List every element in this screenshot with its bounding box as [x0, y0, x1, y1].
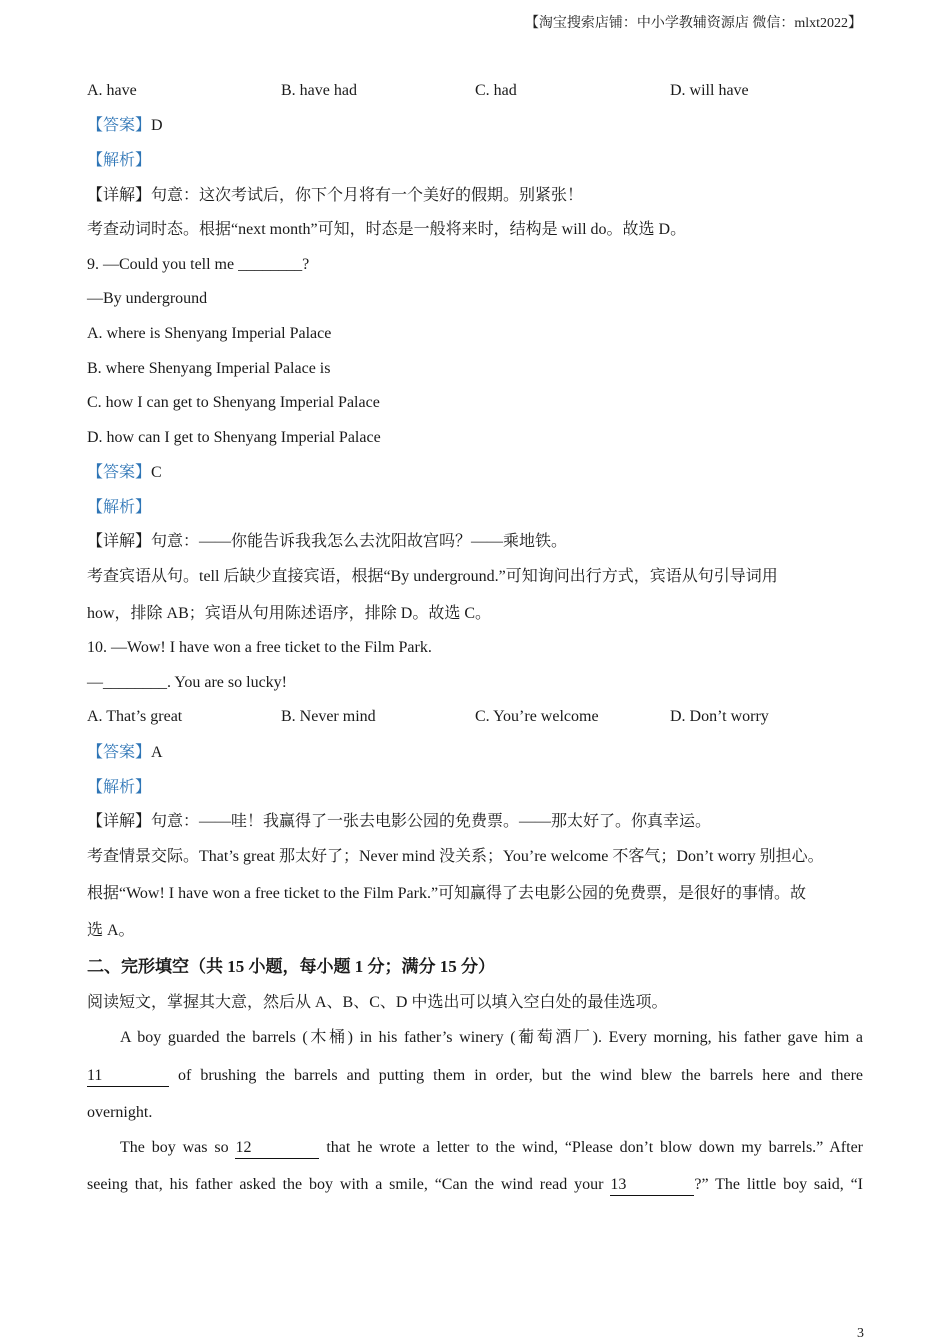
answer-value: A	[151, 744, 163, 761]
q10-explanation-2: 根据“Wow! I have won a free ticket to the Film Park.”可知赢得了去电影公园的免费票，是很好的事情。故	[87, 885, 807, 902]
q9-question: 9. —Could you tell me ________?	[87, 256, 310, 273]
q10-analysis-label: 【解析】	[87, 779, 152, 796]
answer-label: 【答案】	[87, 464, 152, 481]
q8-answer	[87, 116, 163, 136]
q9-detail: 【详解】句意：——你能告诉我我怎么去沈阳故宫吗？——乘地铁。	[87, 533, 568, 550]
q9-option-c: C. how I can get to Shenyang Imperial Palace	[87, 394, 380, 411]
q10-option-d: D. Don’t worry	[670, 708, 769, 725]
q10-explanation-1: 考查情景交际。That’s great 那太好了；Never mind 没关系；You’re welcome 不客气；Don’t worry 别担心。	[87, 848, 824, 865]
answer-value: C	[151, 464, 162, 481]
q9-option-d: D. how can I get to Shenyang Imperial Palace	[87, 429, 381, 446]
passage-line-5	[87, 1175, 863, 1196]
passage-text: of brushing the barrels and putting them in order, but the wind blew the barrels here and there	[169, 1067, 863, 1084]
q10-question: 10. —Wow! I have won a free ticket to the Film Park.	[87, 639, 432, 656]
q8-explanation: 考查动词时态。根据“next month”可知，时态是一般将来时，结构是 will do。故选 D。	[87, 221, 687, 238]
passage-text: ?” The little boy said, “I	[694, 1176, 864, 1193]
q10-option-c: C. You’re welcome	[475, 708, 599, 725]
q8-option-d: D. will have	[670, 82, 749, 99]
section-instruction: 阅读短文，掌握其大意，然后从 A、B、C、D 中选出可以填入空白处的最佳选项。	[87, 994, 668, 1011]
q10-option-b: B. Never mind	[281, 708, 376, 725]
q9-answer	[87, 463, 162, 483]
q9-option-b: B. where Shenyang Imperial Palace is	[87, 360, 331, 377]
q10-answer	[87, 743, 163, 763]
section-title: 二、完形填空（共 15 小题，每小题 1 分；满分 15 分）	[87, 957, 495, 976]
q8-option-c: C. had	[475, 82, 517, 99]
q8-detail: 【详解】句意：这次考试后，你下个月将有一个美好的假期。别紧张！	[87, 187, 584, 204]
q9-reply: —By underground	[87, 290, 208, 307]
answer-label: 【答案】	[87, 744, 152, 761]
blank-12[interactable]: 12	[235, 1138, 319, 1159]
q8-option-a: A. have	[87, 82, 137, 99]
passage-text: The boy was so	[120, 1139, 236, 1156]
passage-text: seeing that, his father asked the boy with a smile, “Can the wind read your	[87, 1176, 611, 1193]
page-number: 3	[857, 1326, 864, 1341]
q10-reply: —________. You are so lucky!	[87, 674, 287, 691]
passage-line-3: overnight.	[87, 1104, 153, 1121]
q9-explanation-2: how，排除 AB；宾语从句用陈述语序，排除 D。故选 C。	[87, 605, 492, 622]
passage-line-2	[87, 1066, 863, 1087]
q10-option-a: A. That’s great	[87, 708, 183, 725]
q8-analysis-label: 【解析】	[87, 152, 152, 169]
blank-11[interactable]: 11	[87, 1066, 169, 1087]
answer-label: 【答案】	[87, 117, 152, 134]
q8-option-b: B. have had	[281, 82, 357, 99]
q9-explanation-1: 考查宾语从句。tell 后缺少直接宾语，根据“By underground.”可知询问出行方式，宾语从句引导词用	[87, 568, 778, 585]
q10-explanation-3: 选 A。	[87, 922, 135, 939]
q9-analysis-label: 【解析】	[87, 499, 152, 516]
blank-13[interactable]: 13	[610, 1175, 694, 1196]
passage-line-1: A boy guarded the barrels (木桶) in his father’s winery (葡萄酒厂). Every morning, his father gave him a	[120, 1029, 863, 1046]
passage-text: that he wrote a letter to the wind, “Please don’t blow down my barrels.” After	[319, 1139, 864, 1156]
passage-line-4	[120, 1138, 863, 1159]
answer-value: D	[151, 117, 163, 134]
q10-detail: 【详解】句意：——哇！我赢得了一张去电影公园的免费票。——那太好了。你真幸运。	[87, 813, 712, 830]
q9-option-a: A. where is Shenyang Imperial Palace	[87, 325, 332, 342]
page-header: 【淘宝搜索店铺：中小学教辅资源店 微信：mlxt2022】	[524, 16, 862, 31]
